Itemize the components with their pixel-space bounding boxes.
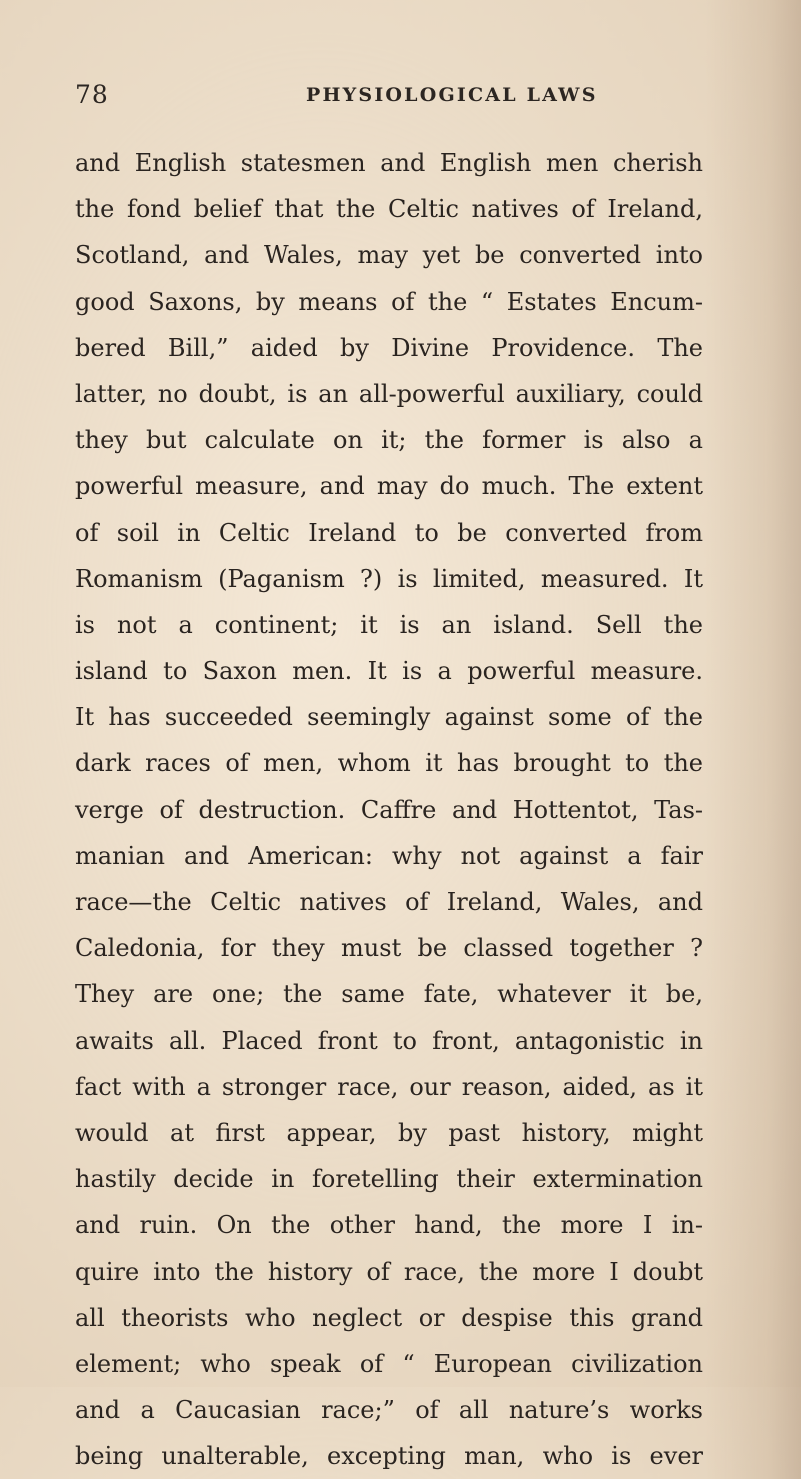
text-line: being unalterable, excepting man, who is ever (75, 1442, 703, 1471)
text-line: and ruin. On the other hand, the more I in- (75, 1211, 703, 1240)
text-line: awaits all. Placed front to front, antagonistic in (75, 1026, 703, 1055)
text-line: Caledonia, for they must be classed together ? (75, 934, 703, 963)
text-line: the fond belief that the Celtic natives of Ireland, (75, 195, 703, 224)
page-number: 78 (75, 80, 109, 109)
text-line: and English statesmen and English men cherish (75, 149, 703, 177)
text-line: and a Caucasian race;” of all nature’s works (75, 1396, 703, 1425)
text-line: Scotland, and Wales, may yet be converted into (75, 241, 703, 270)
text-line: verge of destruction. Caffre and Hottentot, Tas- (75, 795, 703, 824)
text-line: element; who speak of “ European civilization (75, 1349, 703, 1378)
text-line: It has succeeded seemingly against some of the (75, 703, 703, 732)
running-title: PHYSIOLOGICAL LAWS (306, 84, 598, 106)
text-line: Romanism (Paganism ?) is limited, measured. It (75, 564, 703, 593)
text-line: fact with a stronger race, our reason, aided, as it (75, 1072, 703, 1101)
text-line: they but calculate on it; the former is also a (75, 426, 703, 455)
text-line: all theorists who neglect or despise this grand (75, 1303, 703, 1332)
running-head (75, 78, 699, 112)
text-line: They are one; the same fate, whatever it be, (75, 980, 703, 1009)
body-text (75, 140, 703, 1479)
text-line: would at first appear, by past history, might (75, 1118, 703, 1147)
text-line: dark races of men, whom it has brought to the (75, 749, 703, 778)
text-line: powerful measure, and may do much. The extent (75, 472, 703, 501)
text-line: quire into the history of race, the more I doubt (75, 1257, 703, 1286)
text-line: bered Bill,” aided by Divine Providence. The (75, 333, 703, 362)
text-line: good Saxons, by means of the “ Estates Encum- (75, 287, 703, 316)
text-line: of soil in Celtic Ireland to be converted from (75, 518, 703, 547)
text-line: hastily decide in foretelling their extermination (75, 1165, 703, 1194)
text-line: is not a continent; it is an island. Sell the (75, 610, 703, 639)
text-line: latter, no doubt, is an all-powerful auxiliary, could (75, 379, 703, 408)
text-line: race—the Celtic natives of Ireland, Wales, and (75, 888, 703, 916)
text-line: manian and American: why not against a fair (75, 841, 703, 870)
text-line: island to Saxon men. It is a powerful measure. (75, 657, 703, 686)
